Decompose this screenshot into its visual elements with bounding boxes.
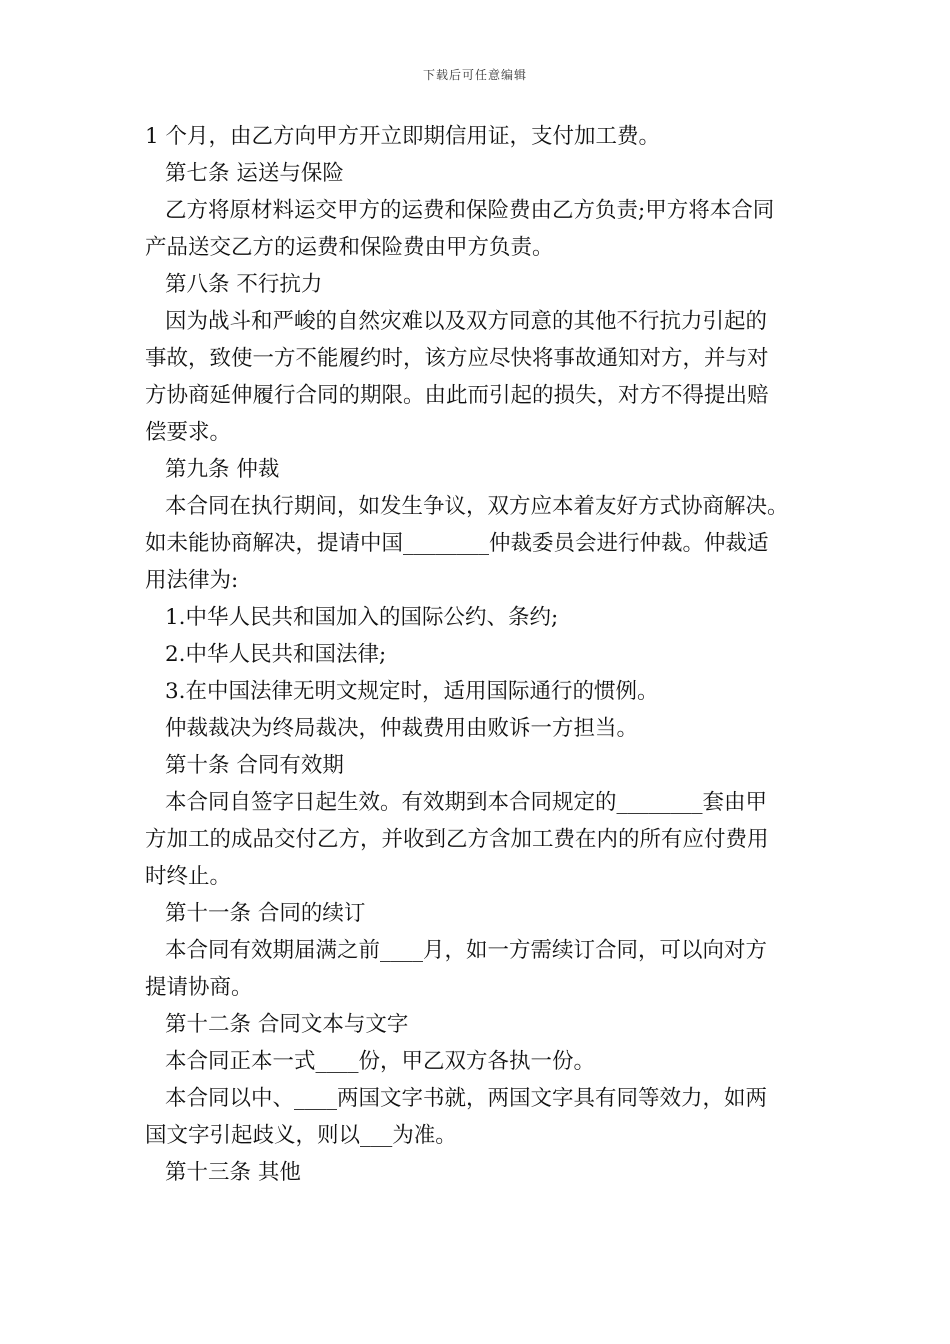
text-line: 时终止。	[145, 864, 232, 889]
text-line: 偿要求。	[145, 420, 232, 445]
text-line: 1.中华人民共和国加入的国际公约、条约;	[165, 605, 559, 630]
text-line: 方加工的成品交付乙方，并收到乙方含加工费在内的所有应付费用	[145, 827, 769, 852]
text-line: 用法律为:	[145, 568, 239, 593]
text-line: 方协商延伸履行合同的期限。由此而引起的损失，对方不得提出赔	[145, 383, 769, 408]
text-line: 本合同正本一式____份，甲乙双方各执一份。	[165, 1049, 596, 1074]
text-line: 第七条 运送与保险	[165, 161, 344, 186]
text-line: 本合同在执行期间，如发生争议，双方应本着友好方式协商解决。	[165, 494, 789, 519]
text-line: 第十一条 合同的续订	[165, 901, 366, 926]
text-line: 第十条 合同有效期	[165, 753, 344, 778]
text-line: 仲裁裁决为终局裁决，仲裁费用由败诉一方担当。	[165, 716, 639, 741]
text-line: 第八条 不行抗力	[165, 272, 323, 297]
text-line: 乙方将原材料运交甲方的运费和保险费由乙方负责;甲方将本合同	[165, 198, 775, 223]
text-line: 提请协商。	[145, 975, 253, 1000]
page-header: 下载后可任意编辑	[422, 68, 527, 82]
text-line: 产品送交乙方的运费和保险费由甲方负责。	[145, 235, 554, 260]
text-line: 3.在中国法律无明文规定时，适用国际通行的惯例。	[165, 679, 659, 704]
text-line: 如未能协商解决，提请中国________仲裁委员会进行仲裁。仲裁适	[145, 531, 769, 556]
text-line: 事故，致使一方不能履约时，该方应尽快将事故通知对方，并与对	[145, 346, 769, 371]
document-body	[145, 118, 825, 1191]
text-line: 第九条 仲裁	[165, 457, 280, 482]
text-line: 2.中华人民共和国法律;	[165, 642, 387, 667]
text-line: 国文字引起歧义，则以___为准。	[145, 1123, 457, 1148]
text-line: 1 个月，由乙方向甲方开立即期信用证，支付加工费。	[145, 124, 661, 149]
text-line: 第十二条 合同文本与文字	[165, 1012, 409, 1037]
text-line: 本合同有效期届满之前____月，如一方需续订合同，可以向对方	[165, 938, 768, 963]
text-line: 因为战斗和严峻的自然灾难以及双方同意的其他不行抗力引起的	[165, 309, 768, 334]
text-line: 第十三条 其他	[165, 1160, 301, 1185]
text-line: 本合同以中、____两国文字书就，两国文字具有同等效力，如两	[165, 1086, 768, 1111]
text-line: 本合同自签字日起生效。有效期到本合同规定的________套由甲	[165, 790, 768, 815]
